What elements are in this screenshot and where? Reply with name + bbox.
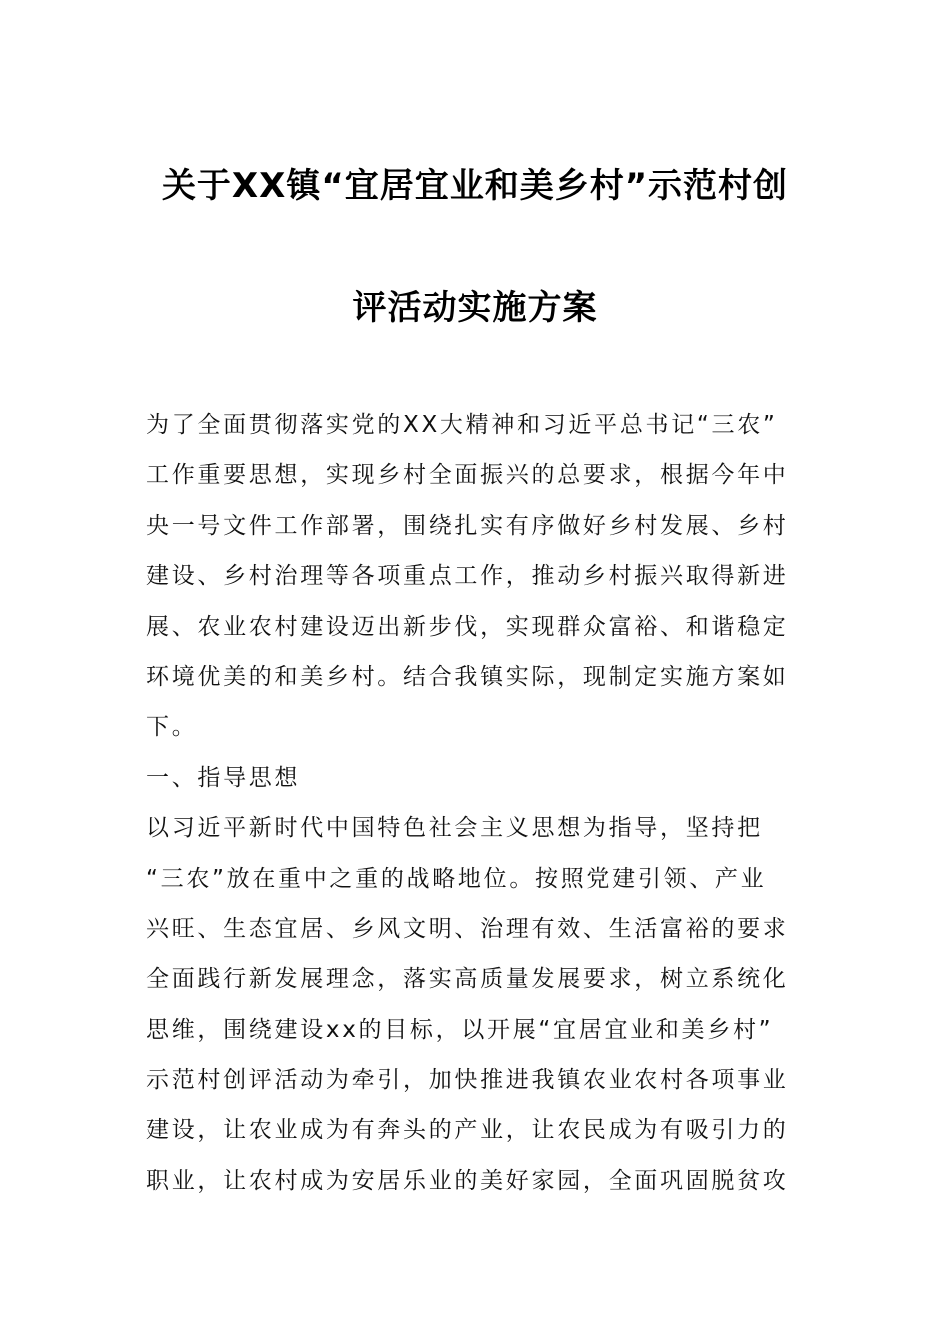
body-line: 工作重要思想，实现乡村全面振兴的总要求，根据今年中 [146,462,789,489]
document-title-line-1: 关于XX镇“宜居宜业和美乡村”示范村创 [161,166,789,206]
body-line: 建设、乡村治理等各项重点工作，推动乡村振兴取得新进 [146,563,789,590]
document-body [146,407,808,1213]
body-line: 以习近平新时代中国特色社会主义思想为指导，坚持把 [146,815,763,842]
body-line: 职业，让农村成为安居乐业的美好家园，全面巩固脱贫攻 [146,1167,789,1194]
section-heading: 一、指导思想 [146,764,301,791]
body-line: 示范村创评活动为牵引，加快推进我镇农业农村各项事业 [146,1067,789,1094]
body-line: 环境优美的和美乡村。结合我镇实际，现制定实施方案如 [146,663,789,690]
body-line: 思维，围绕建设xx的目标，以开展“宜居宜业和美乡村” [146,1016,774,1043]
body-line: 央一号文件工作部署，围绕扎实有序做好乡村发展、乡村 [146,512,789,539]
body-line: 展、农业农村建设迈出新步伐，实现群众富裕、和谐稳定 [146,613,789,640]
body-line: 下。 [146,714,198,741]
document-title-line-2: 评活动实施方案 [352,288,598,328]
body-line: 兴旺、生态宜居、乡风文明、治理有效、生活富裕的要求 [146,915,789,942]
body-line: 建设，让农业成为有奔头的产业，让农民成为有吸引力的 [146,1117,789,1144]
body-line: “三农”放在重中之重的战略地位。按照党建引领、产业 [146,865,767,892]
body-line: 为了全面贯彻落实党的XX大精神和习近平总书记“三农” [146,412,778,438]
body-line: 全面践行新发展理念，落实高质量发展要求，树立系统化 [146,966,789,993]
